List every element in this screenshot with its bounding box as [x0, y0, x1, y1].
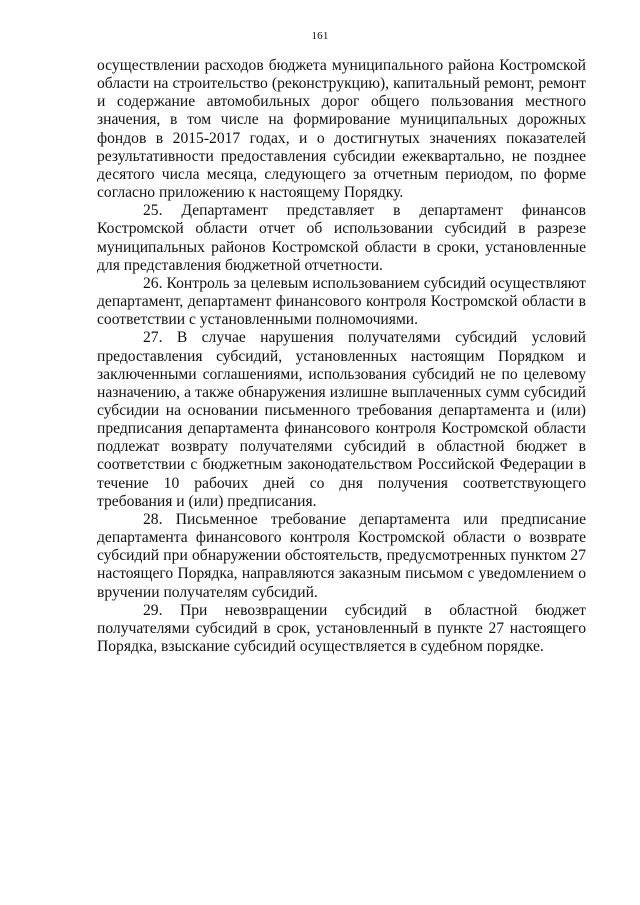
page-number: 161: [311, 30, 329, 42]
paragraph-26: 26. Контроль за целевым использованием субсидий осуществляют департамент, департамент финансового контроля Костромской области в соответствии с установленными полномочиями.: [97, 274, 586, 329]
paragraph-27: 27. В случае нарушения получателями субсидий условий предоставления субсидий, установленных настоящим Порядком и заключенными соглашениями, использования субсидий не по целевому назначению, а также обнаружения излишне выплаченных сумм субсидий субсидии на основании письменного требования департамента и (или) предписания департамента финансового контроля Костромской области подлежат возврату получателями субсидий в областной бюджет в соответствии с бюджетным законодательством Российской Федерации в течение 10 рабочих дней со дня получения соответствующего требования и (или) предписания.: [97, 329, 586, 510]
paragraph-continued: осуществлении расходов бюджета муниципального района Костромской области на строительство (реконструкцию), капитальный ремонт, ремонт и содержание автомобильных дорог общего пользования местного значения, в том числе на формирование муниципальных дорожных фондов в 2015-2017 годах, и о достигнутых значениях показателей результативности предоставления субсидии ежеквартально, не позднее десятого числа месяца, следующего за отчетным периодом, по форме согласно приложению к настоящему Порядку.: [97, 57, 586, 202]
document-body: [97, 57, 586, 656]
paragraph-28: 28. Письменное требование департамента или предписание департамента финансового контроля Костромской области о возврате субсидий при обнаружении обстоятельств, предусмотренных пунктом 27 настоящего Порядка, направляются заказным письмом с уведомлением о вручении получателям субсидий.: [97, 510, 586, 601]
paragraph-25: 25. Департамент представляет в департамент финансов Костромской области отчет об использовании субсидий в разрезе муниципальных районов Костромской области в сроки, установленные для представления бюджетной отчетности.: [97, 202, 586, 274]
paragraph-29: 29. При невозвращении субсидий в областной бюджет получателями субсидий в срок, установленный в пункте 27 настоящего Порядка, взыскание субсидий осуществляется в судебном порядке.: [97, 601, 586, 655]
